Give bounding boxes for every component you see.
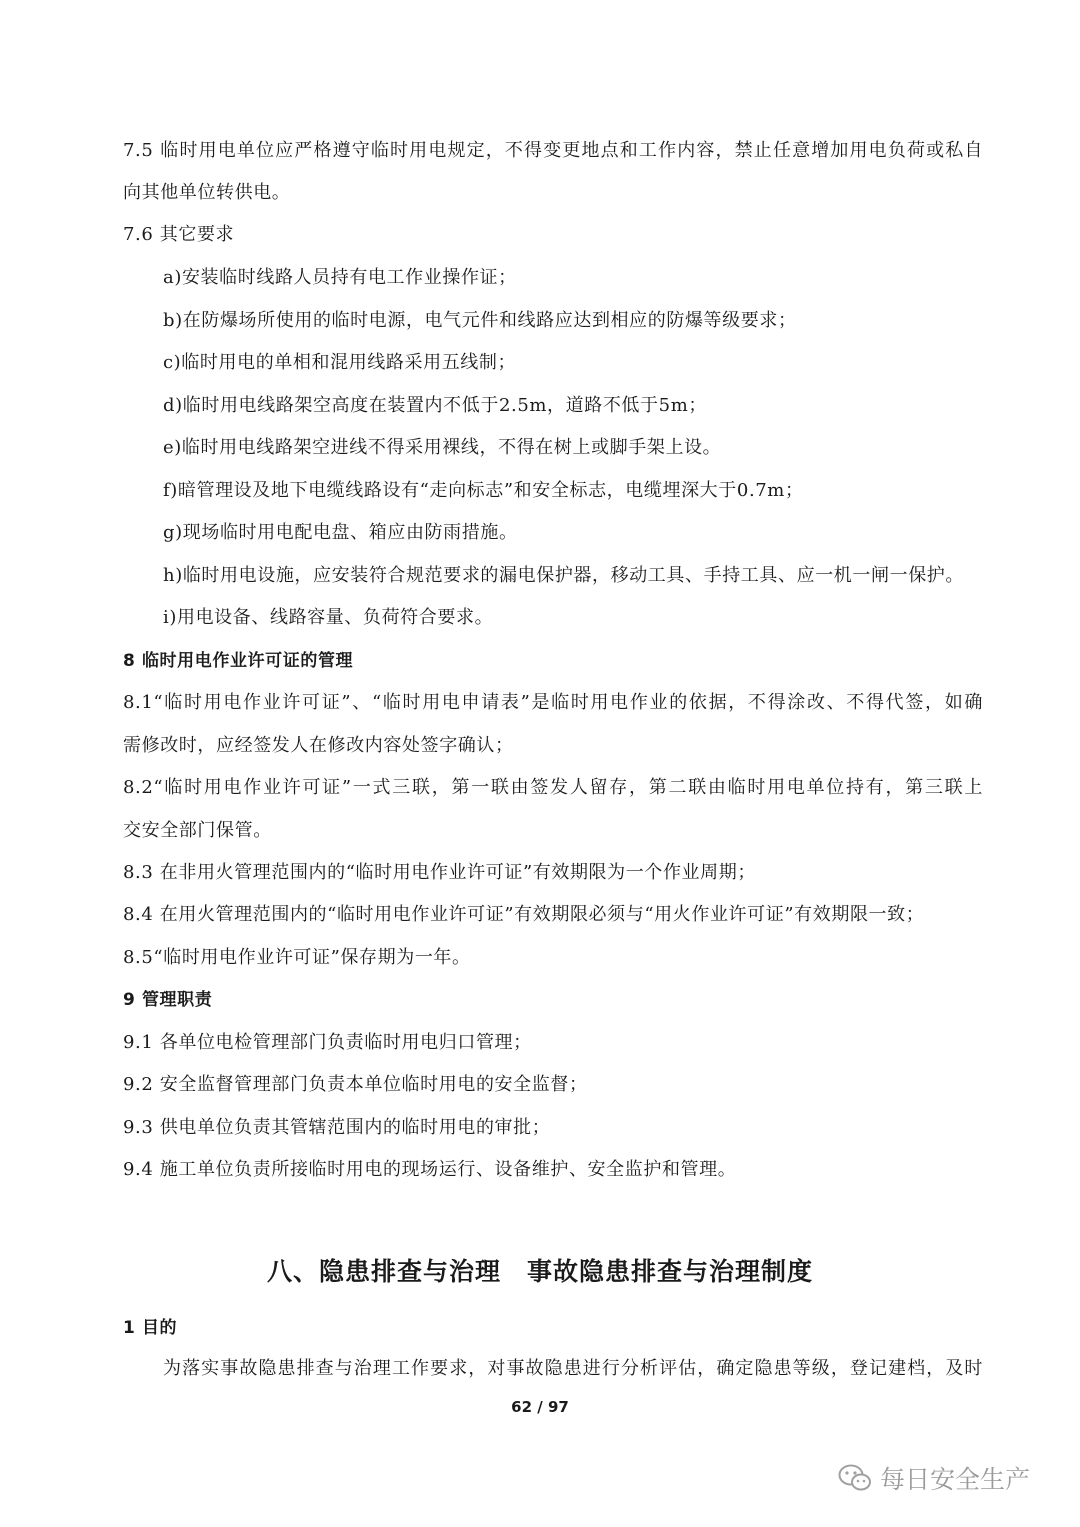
watermark-text: 每日安全生产	[880, 1465, 1031, 1494]
paragraph-8-4: 8.4 在用火管理范围内的“临时用电作业许可证”有效期限必须与“用火作业许可证”有效期限一致；	[123, 904, 925, 925]
paragraph-9-3: 9.3 供电单位负责其管辖范围内的临时用电的审批；	[123, 1117, 551, 1138]
section-8-title: 8 临时用电作业许可证的管理	[123, 651, 354, 671]
chapter-heading-part-1: 八、隐患排查与治理	[266, 1257, 501, 1286]
list-item-a: a)安装临时线路人员持有电工作业操作证；	[163, 267, 517, 288]
chapter-section-1-title: 1 目的	[123, 1318, 178, 1338]
wechat-icon	[838, 1463, 872, 1493]
list-item-h: h)临时用电设施，应安装符合规范要求的漏电保护器，移动工具、手持工具、应一机一闸一保护。	[163, 565, 965, 586]
paragraph-9-1: 9.1 各单位电检管理部门负责临时用电归口管理；	[123, 1032, 532, 1053]
list-item-f: f)暗管理设及地下电缆线路设有“走向标志”和安全标志，电缆埋深大于0.7m；	[163, 480, 804, 501]
list-item-b: b)在防爆场所使用的临时电源，电气元件和线路应达到相应的防爆等级要求；	[163, 310, 797, 331]
chapter-paragraph-1-line-1: 为落实事故隐患排查与治理工作要求，对事故隐患进行分析评估，确定隐患等级，登记建档，及时	[163, 1358, 983, 1379]
paragraph-7-5-line-2: 向其他单位转供电。	[123, 182, 291, 203]
paragraph-8-2-line-1: 8.2“临时用电作业许可证”一式三联，第一联由签发人留存，第二联由临时用电单位持有，第三联上	[123, 777, 983, 798]
page-indicator: 62 / 97	[511, 1398, 569, 1416]
list-item-d: d)临时用电线路架空高度在装置内不低于2.5m，道路不低于5m；	[163, 395, 707, 416]
paragraph-8-1-line-2: 需修改时，应经签发人在修改内容处签字确认；	[123, 735, 514, 756]
subsection-7-6-title: 7.6 其它要求	[123, 224, 235, 245]
list-item-i: i)用电设备、线路容量、负荷符合要求。	[163, 607, 494, 628]
list-item-c: c)临时用电的单相和混用线路采用五线制；	[163, 352, 517, 373]
list-item-g: g)现场临时用电配电盘、箱应由防雨措施。	[163, 522, 518, 543]
paragraph-9-2: 9.2 安全监督管理部门负责本单位临时用电的安全监督；	[123, 1074, 588, 1095]
list-item-e: e)临时用电线路架空进线不得采用裸线，不得在树上或脚手架上设。	[163, 437, 722, 458]
paragraph-8-1-line-1: 8.1“临时用电作业许可证”、“临时用电申请表”是临时用电作业的依据，不得涂改、不得代签，如确	[123, 692, 983, 713]
chapter-heading-part-2: 事故隐患排查与治理制度	[527, 1257, 814, 1286]
paragraph-8-2-line-2: 交安全部门保管。	[123, 820, 272, 841]
paragraph-9-4: 9.4 施工单位负责所接临时用电的现场运行、设备维护、安全监护和管理。	[123, 1159, 737, 1180]
watermark	[838, 1458, 1030, 1498]
paragraph-8-3: 8.3 在非用火管理范围内的“临时用电作业许可证”有效期限为一个作业周期；	[123, 862, 756, 883]
paragraph-8-5: 8.5“临时用电作业许可证”保存期为一年。	[123, 947, 471, 968]
paragraph-7-5-line-1: 7.5 临时用电单位应严格遵守临时用电规定，不得变更地点和工作内容，禁止任意增加用电负荷或私自	[123, 140, 983, 161]
section-9-title: 9 管理职责	[123, 990, 213, 1010]
chapter-heading	[0, 1255, 1080, 1289]
